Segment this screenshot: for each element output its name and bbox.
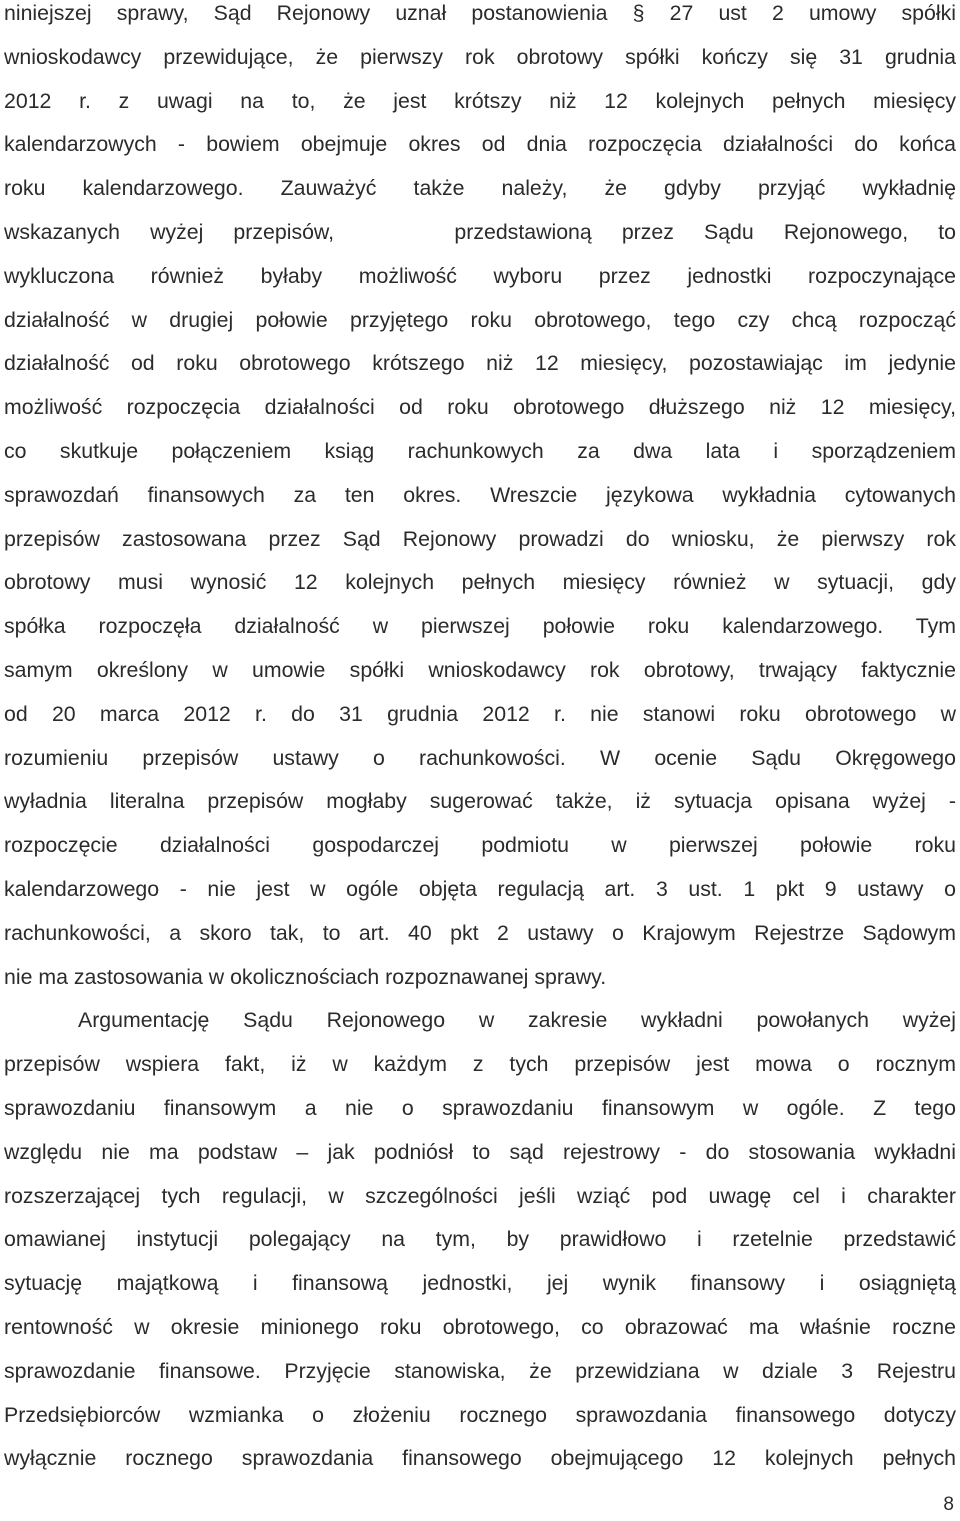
text-line: wykluczona również byłaby możliwość wyboru przez jednostki rozpoczynające bbox=[4, 263, 956, 288]
text-line: co skutkuje połączeniem ksiąg rachunkowych za dwa lata i sporządzeniem bbox=[4, 438, 956, 463]
text-line: rozumieniu przepisów ustawy o rachunkowości. W ocenie Sądu Okręgowego bbox=[4, 745, 956, 770]
text-line: możliwość rozpoczęcia działalności od roku obrotowego dłuższego niż 12 miesięcy, bbox=[4, 395, 956, 420]
text-line: Przedsiębiorców wzmianka o złożeniu rocznego sprawozdania finansowego dotyczy bbox=[4, 1402, 956, 1427]
text-line: spółka rozpoczęła działalność w pierwszej połowie roku kalendarzowego. Tym bbox=[4, 614, 956, 639]
text-line: obrotowy musi wynosić 12 kolejnych pełnych miesięcy również w sytuacji, gdy bbox=[4, 570, 956, 595]
text-line: Argumentację Sądu Rejonowego w zakresie wykładni powołanych wyżej bbox=[78, 1008, 956, 1033]
text-line: omawianej instytucji polegający na tym, by prawidłowo i rzetelnie przedstawić bbox=[4, 1227, 956, 1252]
text-line: sytuację majątkową i finansową jednostki, jej wynik finansowy i osiągniętą bbox=[4, 1271, 956, 1296]
text-line: rachunkowości, a skoro tak, to art. 40 pkt 2 ustawy o Krajowym Rejestrze Sądowym bbox=[4, 920, 956, 945]
text-line: wyłącznie rocznego sprawozdania finansowego obejmującego 12 kolejnych pełnych bbox=[4, 1446, 956, 1471]
text-line: nie ma zastosowania w okolicznościach rozpoznawanej sprawy. bbox=[4, 964, 607, 989]
page-number: 8 bbox=[943, 1494, 954, 1515]
text-line: działalność od roku obrotowego krótszego niż 12 miesięcy, pozostawiając im jedynie bbox=[4, 351, 956, 376]
text-line: wskazanych wyżej przepisów, przedstawioną przez Sądu Rejonowego, to bbox=[4, 219, 956, 244]
text-line: niniejszej sprawy, Sąd Rejonowy uznał postanowienia § 27 ust 2 umowy spółki bbox=[4, 1, 956, 25]
text-line: rentowność w okresie minionego roku obrotowego, co obrazować ma właśnie roczne bbox=[4, 1314, 956, 1339]
text-line: kalendarzowych - bowiem obejmuje okres od dnia rozpoczęcia działalności do końca bbox=[4, 132, 956, 157]
text-line: względu nie ma podstaw – jak podniósł to sąd rejestrowy - do stosowania wykładni bbox=[4, 1139, 956, 1164]
text-line: samym określony w umowie spółki wnioskodawcy rok obrotowy, trwający faktycznie bbox=[4, 657, 956, 682]
text-line: roku kalendarzowego. Zauważyć także należy, że gdyby przyjąć wykładnię bbox=[4, 176, 956, 201]
text-line: rozszerzającej tych regulacji, w szczególności jeśli wziąć pod uwagę cel i charakter bbox=[4, 1183, 956, 1208]
text-line: od 20 marca 2012 r. do 31 grudnia 2012 r. nie stanowi roku obrotowego w bbox=[4, 701, 956, 726]
paragraph-2 bbox=[4, 1007, 956, 1489]
text-line: wnioskodawcy przewidujące, że pierwszy rok obrotowy spółki kończy się 31 grudnia bbox=[4, 44, 956, 69]
text-line: sprawozdaniu finansowym a nie o sprawozdaniu finansowym w ogóle. Z tego bbox=[4, 1095, 956, 1120]
text-line: sprawozdanie finansowe. Przyjęcie stanowiska, że przewidziana w dziale 3 Rejestru bbox=[4, 1358, 956, 1383]
paragraph-1 bbox=[4, 0, 956, 1007]
document-body bbox=[4, 0, 956, 1489]
text-line: kalendarzowego - nie jest w ogóle objęta regulacją art. 3 ust. 1 pkt 9 ustawy o bbox=[4, 876, 956, 901]
text-line: przepisów zastosowana przez Sąd Rejonowy prowadzi do wniosku, że pierwszy rok bbox=[4, 526, 956, 551]
text-line: 2012 r. z uwagi na to, że jest krótszy niż 12 kolejnych pełnych miesięcy bbox=[4, 88, 956, 113]
text-line: działalność w drugiej połowie przyjętego roku obrotowego, tego czy chcą rozpocząć bbox=[4, 307, 956, 332]
text-line: rozpoczęcie działalności gospodarczej podmiotu w pierwszej połowie roku bbox=[4, 833, 956, 858]
text-line: sprawozdań finansowych za ten okres. Wreszcie językowa wykładnia cytowanych bbox=[4, 482, 956, 507]
text-line: przepisów wspiera fakt, iż w każdym z tych przepisów jest mowa o rocznym bbox=[4, 1052, 956, 1077]
text-line: wyładnia literalna przepisów mogłaby sugerować także, iż sytuacja opisana wyżej - bbox=[4, 789, 956, 814]
